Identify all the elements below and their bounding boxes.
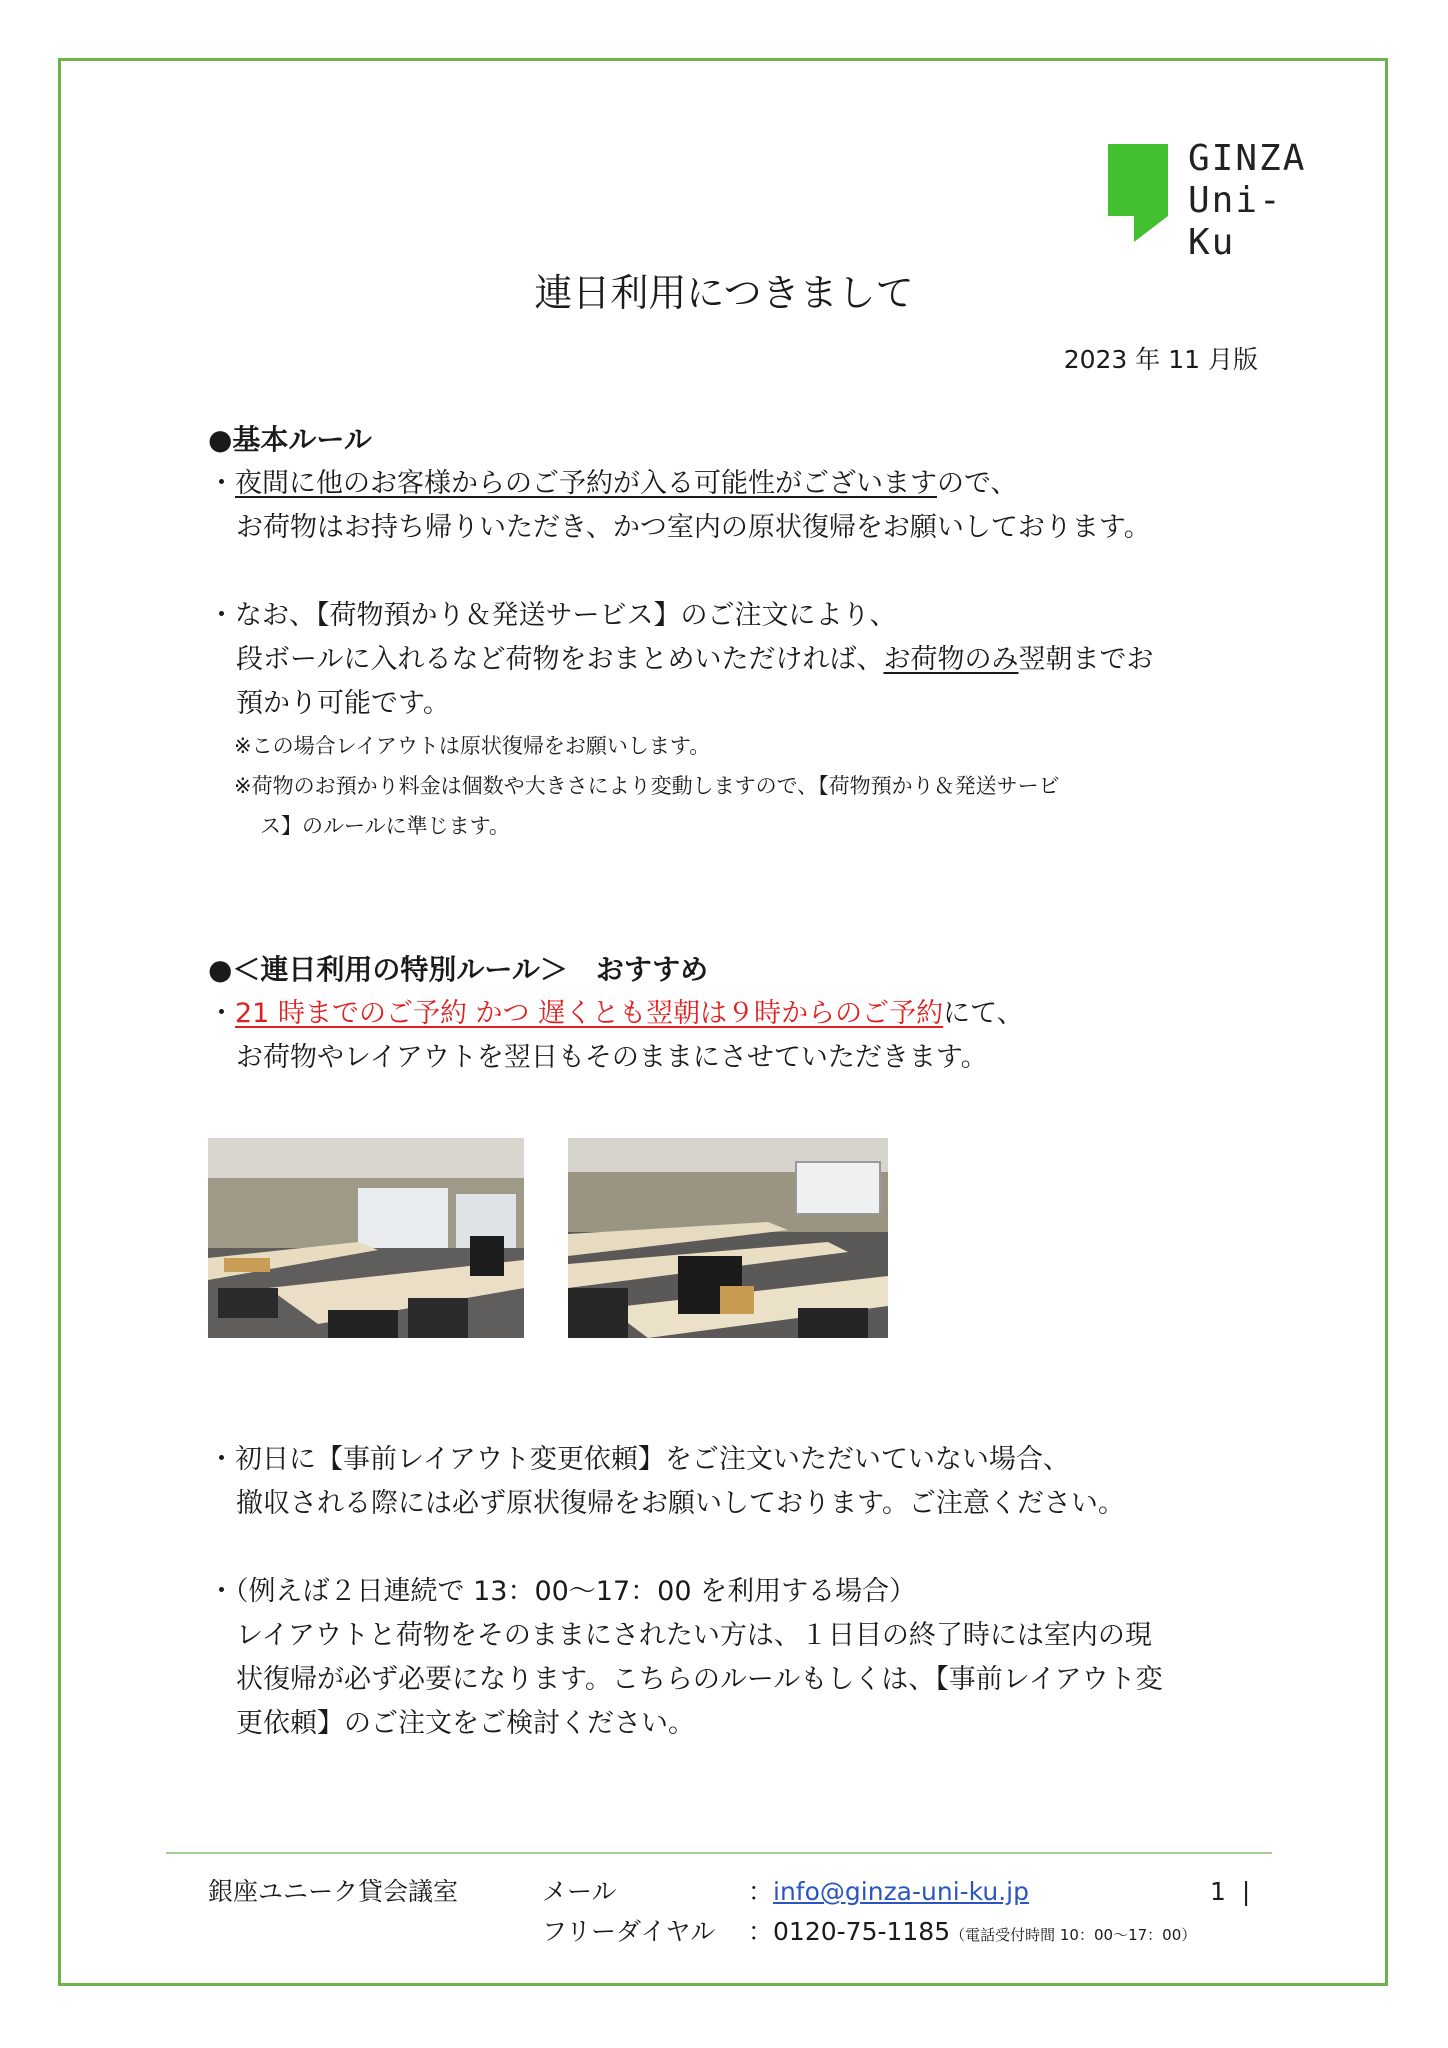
basic-rule-2-line-2: 段ボールに入れるなど荷物をおまとめいただければ、お荷物のみ翌朝までお	[236, 644, 1154, 675]
meeting-room-photo-2	[568, 1138, 888, 1338]
special-rule-line-2: お荷物やレイアウトを翌日もそのままにさせていただきます。	[236, 1042, 988, 1073]
special-rule-red-text: 21 時までのご予約 かつ 遅くとも翌朝は９時からのご予約	[235, 998, 944, 1029]
initial-day-line-1: ・初日に【事前レイアウト変更依頼】をご注文いただいていない場合、	[208, 1444, 1070, 1475]
footer-mail-label: メール	[542, 1877, 617, 1906]
note-luggage-fee-line-1: ※荷物のお預かり料金は個数や大きさにより変動しますので、【荷物預かり＆発送サービ	[234, 774, 1060, 798]
basic-rule-1-line-1: ・夜間に他のお客様からのご予約が入る可能性がございますので、	[208, 468, 1018, 499]
initial-day-section	[208, 1438, 1125, 1526]
basic-rules-section	[208, 418, 1153, 846]
example-section	[208, 1570, 1163, 1746]
footer-contact-values: ：info@ginza-uni-ku.jp ：0120-75-1185（電話受付時間 10：00～17：00）	[748, 1877, 1197, 1946]
special-rule-line-1: ・21 時までのご予約 かつ 遅くとも翌朝は９時からのご予約にて、	[208, 998, 1024, 1029]
special-rules-section	[208, 948, 1024, 1080]
logo-line-2: Uni-Ku	[1188, 180, 1283, 263]
basic-rule-2-line-3: 預かり可能です。	[236, 688, 450, 719]
note-luggage-fee-line-2: ス】のルールに準じます。	[260, 814, 510, 838]
special-rules-heading: ●＜連日利用の特別ルール＞ おすすめ	[208, 953, 709, 986]
page-title: 連日利用につきまして	[534, 271, 914, 315]
footer-labels	[542, 1872, 715, 1952]
initial-day-line-2: 撤収される際には必ず原状復帰をお願いしております。ご注意ください。	[236, 1488, 1125, 1519]
logo-line-1: GINZA	[1188, 138, 1307, 179]
night-booking-underlined: 夜間に他のお客様からのご予約が入る可能性がございます	[235, 468, 937, 499]
example-line-3: 状復帰が必ず必要になります。こちらのルールもしくは、【事前レイアウト変	[236, 1664, 1163, 1695]
luggage-only-underlined: お荷物のみ	[883, 644, 1019, 675]
footer-divider	[166, 1852, 1272, 1854]
page-number: 1 |	[1210, 1877, 1251, 1906]
footer-company-name: 銀座ユニーク貸会議室	[208, 1877, 459, 1906]
speech-bubble-logo-icon	[1108, 144, 1168, 242]
phone-number: 0120-75-1185	[773, 1917, 951, 1946]
footer-freedial-label: フリーダイヤル	[542, 1917, 716, 1946]
example-line-1: ・（例えば２日連続で 13：00～17：00 を利用する場合）	[208, 1576, 917, 1607]
basic-rules-heading: ●基本ルール	[208, 423, 372, 456]
edition-date: 2023 年 11 月版	[1063, 345, 1258, 374]
email-link[interactable]: info@ginza-uni-ku.jp	[773, 1877, 1029, 1906]
meeting-room-photo-1	[208, 1138, 524, 1338]
basic-rule-2-line-1: ・なお、【荷物預かり＆発送サービス】のご注文により、	[208, 600, 897, 631]
example-line-4: 更依頼】のご注文をご検討ください。	[236, 1708, 695, 1739]
phone-hours: （電話受付時間 10：00～17：00）	[950, 1926, 1197, 1944]
ginza-uni-ku-logo	[1108, 138, 1328, 263]
example-line-2: レイアウトと荷物をそのままにされたい方は、１日目の終了時には室内の現	[236, 1620, 1152, 1651]
note-layout-restore: ※この場合レイアウトは原状復帰をお願いします。	[234, 734, 711, 758]
basic-rule-1-line-2: お荷物はお持ち帰りいただき、かつ室内の原状復帰をお願いしております。	[236, 512, 1151, 543]
logo-wordmark	[1188, 138, 1328, 264]
